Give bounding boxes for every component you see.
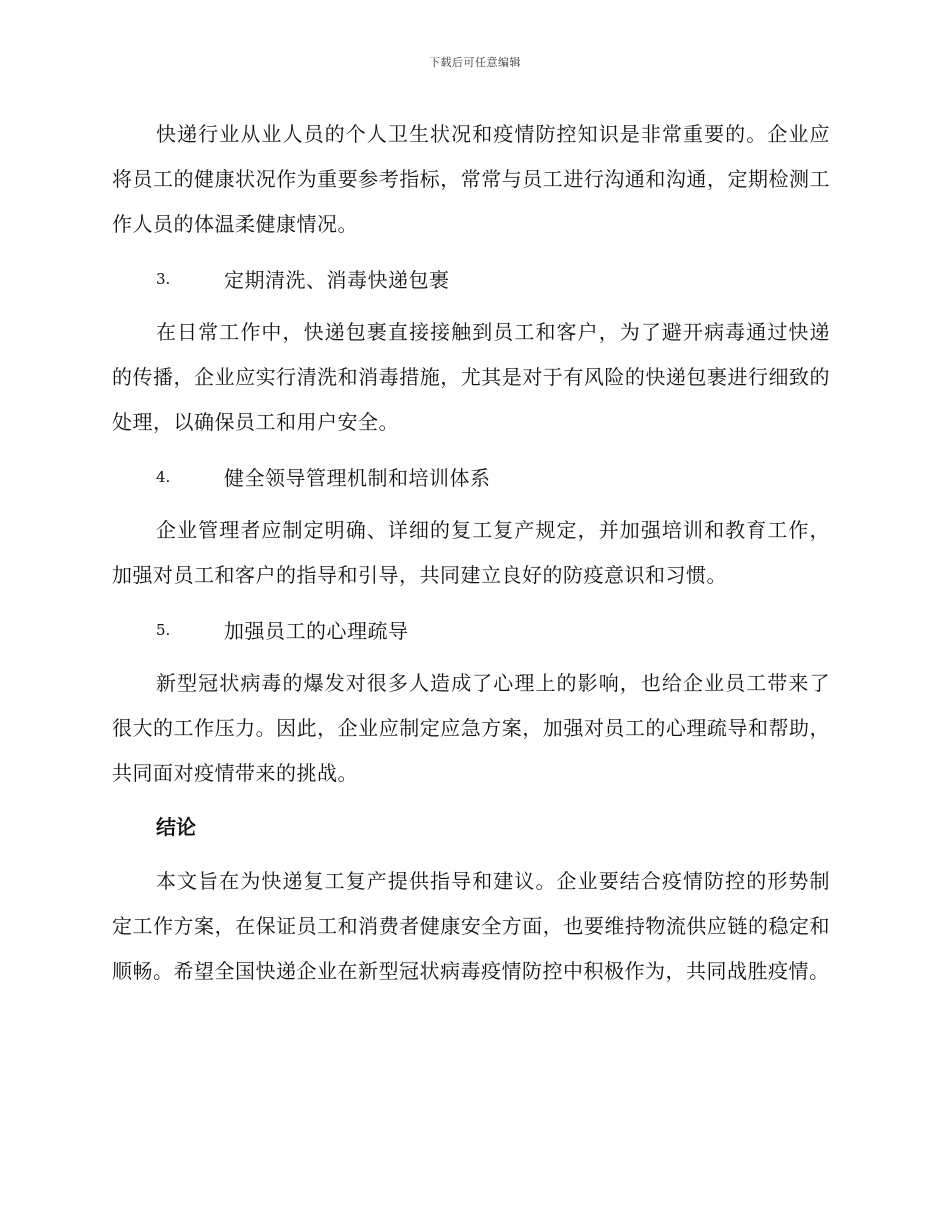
page-header: 下载后可任意编辑 — [429, 56, 521, 69]
paragraph-psychology: 新型冠状病毒的爆发对很多人造成了心理上的影响，也给企业员工带来了很大的工作压力。因此，企业应制定应急方案，加强对员工的心理疏导和帮助，共同面对疫情带来的挑战。 — [112, 671, 830, 785]
paragraph-management: 企业管理者应制定明确、详细的复工复产规定，并加强培训和教育工作，加强对员工和客户的指导和引导，共同建立良好的防疫意识和习惯。 — [112, 518, 830, 587]
paragraph-hygiene: 快递行业从业人员的个人卫生状况和疫情防控知识是非常重要的。企业应将员工的健康状况作为重要参考指标，常常与员工进行沟通和沟通，定期检测工作人员的体温柔健康情况。 — [112, 122, 830, 236]
list-number: 5. — [156, 620, 171, 639]
paragraph-disinfection: 在日常工作中，快递包裹直接接触到员工和客户，为了避开病毒通过快递的传播，企业应实行清洗和消毒措施，尤其是对于有风险的快递包裹进行细致的处理，以确保员工和用户安全。 — [112, 320, 830, 434]
paragraph-conclusion: 本文旨在为快递复工复产提供指导和建议。企业要结合疫情防控的形势制定工作方案，在保证员工和消费者健康安全方面，也要维持物流供应链的稳定和顺畅。希望全国快递企业在新型冠状病毒疫情防控中积极作为，共同战胜疫情。 — [112, 869, 830, 983]
list-number: 3. — [156, 269, 171, 288]
document-body — [112, 112, 830, 1003]
list-title: 加强员工的心理疏导 — [224, 619, 409, 643]
list-item-5 — [112, 607, 830, 652]
list-number: 4. — [156, 467, 171, 486]
conclusion-heading: 结论 — [156, 815, 196, 839]
list-item-3 — [112, 256, 830, 301]
list-title: 健全领导管理机制和培训体系 — [224, 466, 491, 490]
list-title: 定期清洗、消毒快递包裹 — [224, 268, 450, 292]
list-item-4 — [112, 454, 830, 499]
